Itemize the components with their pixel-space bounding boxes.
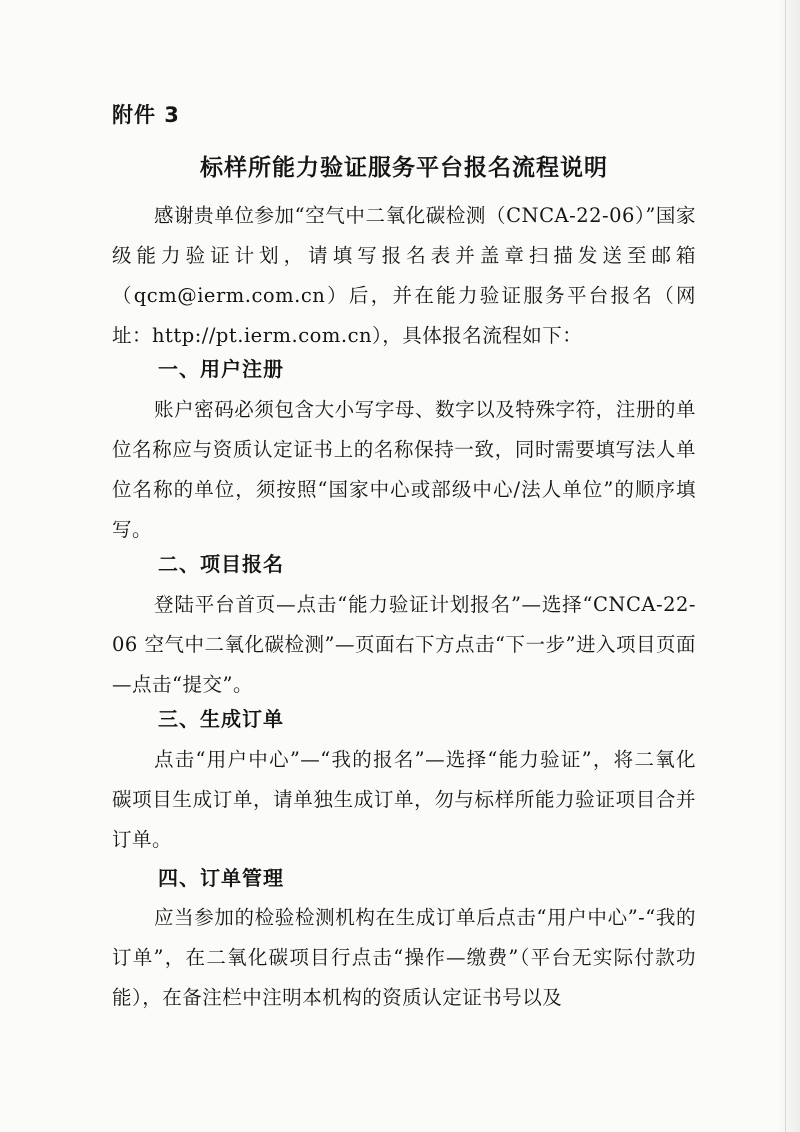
section-heading-project-registration: 二、项目报名 <box>158 552 284 576</box>
section-heading-user-registration: 一、用户注册 <box>158 357 284 381</box>
section-text-order-management: 应当参加的检验检测机构在生成订单后点击“用户中心”-“我的订单”，在二氧化碳项目行点击“操作—缴费”（平台无实际付款功能），在备注栏中注明本机构的资质认定证书号以及 <box>112 906 696 1009</box>
section-text-project-registration: 登陆平台首页—点击“能力验证计划报名”—选择“CNCA-22-06 空气中二氧化碳检测”—页面右下方点击“下一步”进入项目页面—点击“提交”。 <box>112 593 696 696</box>
scan-edge-shadow <box>778 0 800 1132</box>
scan-edge-line <box>785 0 786 1132</box>
section-text-generate-order: 点击“用户中心”—“我的报名”—选择“能力验证”，将二氧化碳项目生成订单，请单独生成订单，勿与标样所能力验证项目合并订单。 <box>112 748 696 851</box>
attachment-label: 附件 3 <box>112 103 180 127</box>
section-heading-generate-order: 三、生成订单 <box>158 707 284 731</box>
section-heading-order-management: 四、订单管理 <box>158 866 284 890</box>
section-text-user-registration: 账户密码必须包含大小写字母、数字以及特殊字符，注册的单位名称应与资质认定证书上的名称保持一致，同时需要填写法人单位名称的单位，须按照“国家中心或部级中心/法人单位”的顺序填写。 <box>112 398 696 541</box>
document-title: 标样所能力验证服务平台报名流程说明 <box>200 154 608 181</box>
intro-paragraph: 感谢贵单位参加“空气中二氧化碳检测（CNCA-22-06）”国家级能力验证计划，请填写报名表并盖章扫描发送至邮箱（qcm@ierm.com.cn）后，并在能力验证服务平台报名（网址：http://pt.ierm.com.cn），具体报名流程如下： <box>112 204 696 347</box>
